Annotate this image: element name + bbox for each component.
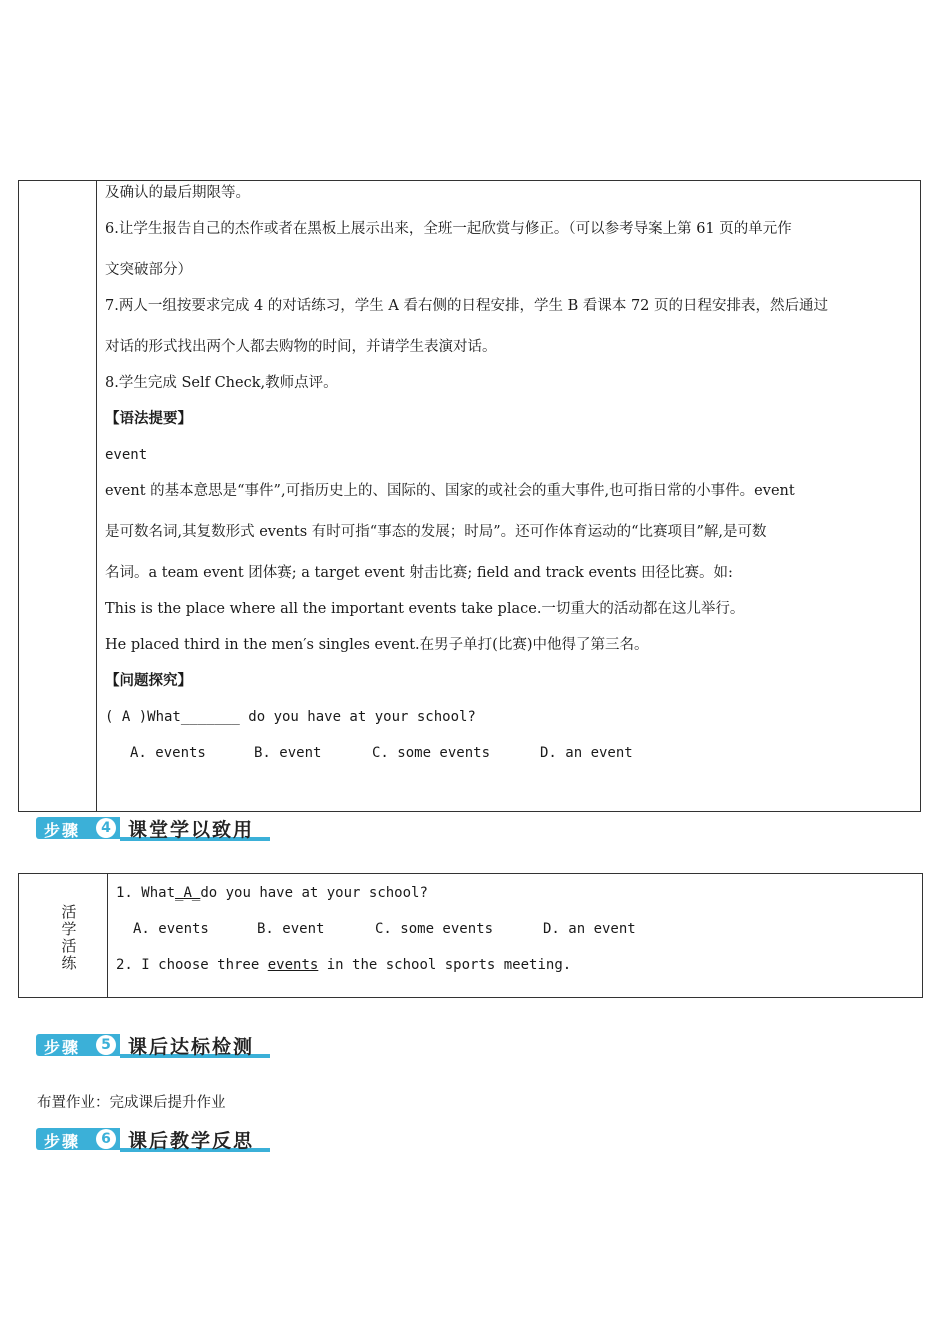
step-number: 6 — [96, 1129, 116, 1149]
example-line: This is the place where all the important events take place.一切重大的活动都在这儿举行。 — [105, 601, 745, 617]
option-d: D. an event — [540, 745, 633, 761]
step6-header — [36, 1126, 270, 1152]
step-label: 步骤 — [44, 821, 81, 840]
q1-answer: _A_ — [175, 885, 201, 901]
text-line: 7.两人一组按要求完成 4 的对话练习，学生 A 看右侧的日程安排，学生 B 看课本 72 页的日程安排表，然后通过 — [105, 298, 829, 314]
text-line: 6.让学生报告自己的杰作或者在黑板上展示出来，全班一起欣赏与修正。（可以参考导案上第 61 页的单元作 — [105, 221, 792, 237]
grammar-line: 是可数名词,其复数形式 events 有时可指“事态的发展；时局”。还可作体育运动的“比赛项目”解,是可数 — [105, 524, 767, 540]
option-b: B. event — [254, 745, 322, 761]
example-line: He placed third in the men′s singles event.在男子单打(比赛)中他得了第三名。 — [105, 637, 649, 653]
step-number: 4 — [96, 818, 116, 838]
option-c: C. some events — [375, 921, 494, 937]
text-line: 对话的形式找出两个人都去购物的时间，并请学生表演对话。 — [105, 339, 497, 355]
grammar-word: event — [105, 447, 148, 463]
homework-text: 布置作业：完成课后提升作业 — [37, 1095, 226, 1111]
q2-suffix: in the school sports meeting. — [326, 957, 572, 973]
option-b: B. event — [257, 921, 325, 937]
q2-prefix: 2. I choose three — [116, 957, 260, 973]
grammar-line: 名词。a team event 团体赛; a target event 射击比赛; field and track events 田径比赛。如: — [105, 565, 733, 581]
q1-prefix: 1. What — [116, 885, 176, 901]
text-line: 文突破部分） — [105, 262, 192, 278]
question-text: ( A )What_______ do you have at your school? — [105, 709, 476, 725]
step-label: 步骤 — [44, 1038, 81, 1057]
step-title: 课后达标检测 — [128, 1036, 255, 1058]
practice-label-cell — [19, 874, 108, 997]
step4-header — [36, 815, 270, 841]
option-a: A. events — [133, 921, 209, 937]
step-label: 步骤 — [44, 1132, 81, 1151]
option-a: A. events — [130, 745, 206, 761]
practice-question-2 — [116, 957, 571, 973]
option-d: D. an event — [543, 921, 636, 937]
practice-side-label: 活学活练 — [61, 903, 77, 972]
option-c: C. some events — [372, 745, 491, 761]
text-line: 及确认的最后期限等。 — [105, 185, 250, 201]
q1-suffix: do you have at your school? — [200, 885, 428, 901]
step-title: 课堂学以致用 — [128, 819, 255, 841]
grammar-heading: 【语法提要】 — [105, 411, 192, 427]
practice-question-1 — [116, 885, 428, 901]
table-left-column — [19, 181, 97, 811]
step-title: 课后教学反思 — [128, 1130, 255, 1152]
q2-answer: events — [267, 957, 319, 973]
text-line: 8.学生完成 Self Check,教师点评。 — [105, 375, 338, 391]
grammar-line: event 的基本意思是“事件”,可指历史上的、国际的、国家的或社会的重大事件,也可指日常的小事件。event — [105, 483, 795, 499]
step-number: 5 — [96, 1035, 116, 1055]
step5-header — [36, 1032, 270, 1058]
explore-heading: 【问题探究】 — [105, 673, 192, 689]
